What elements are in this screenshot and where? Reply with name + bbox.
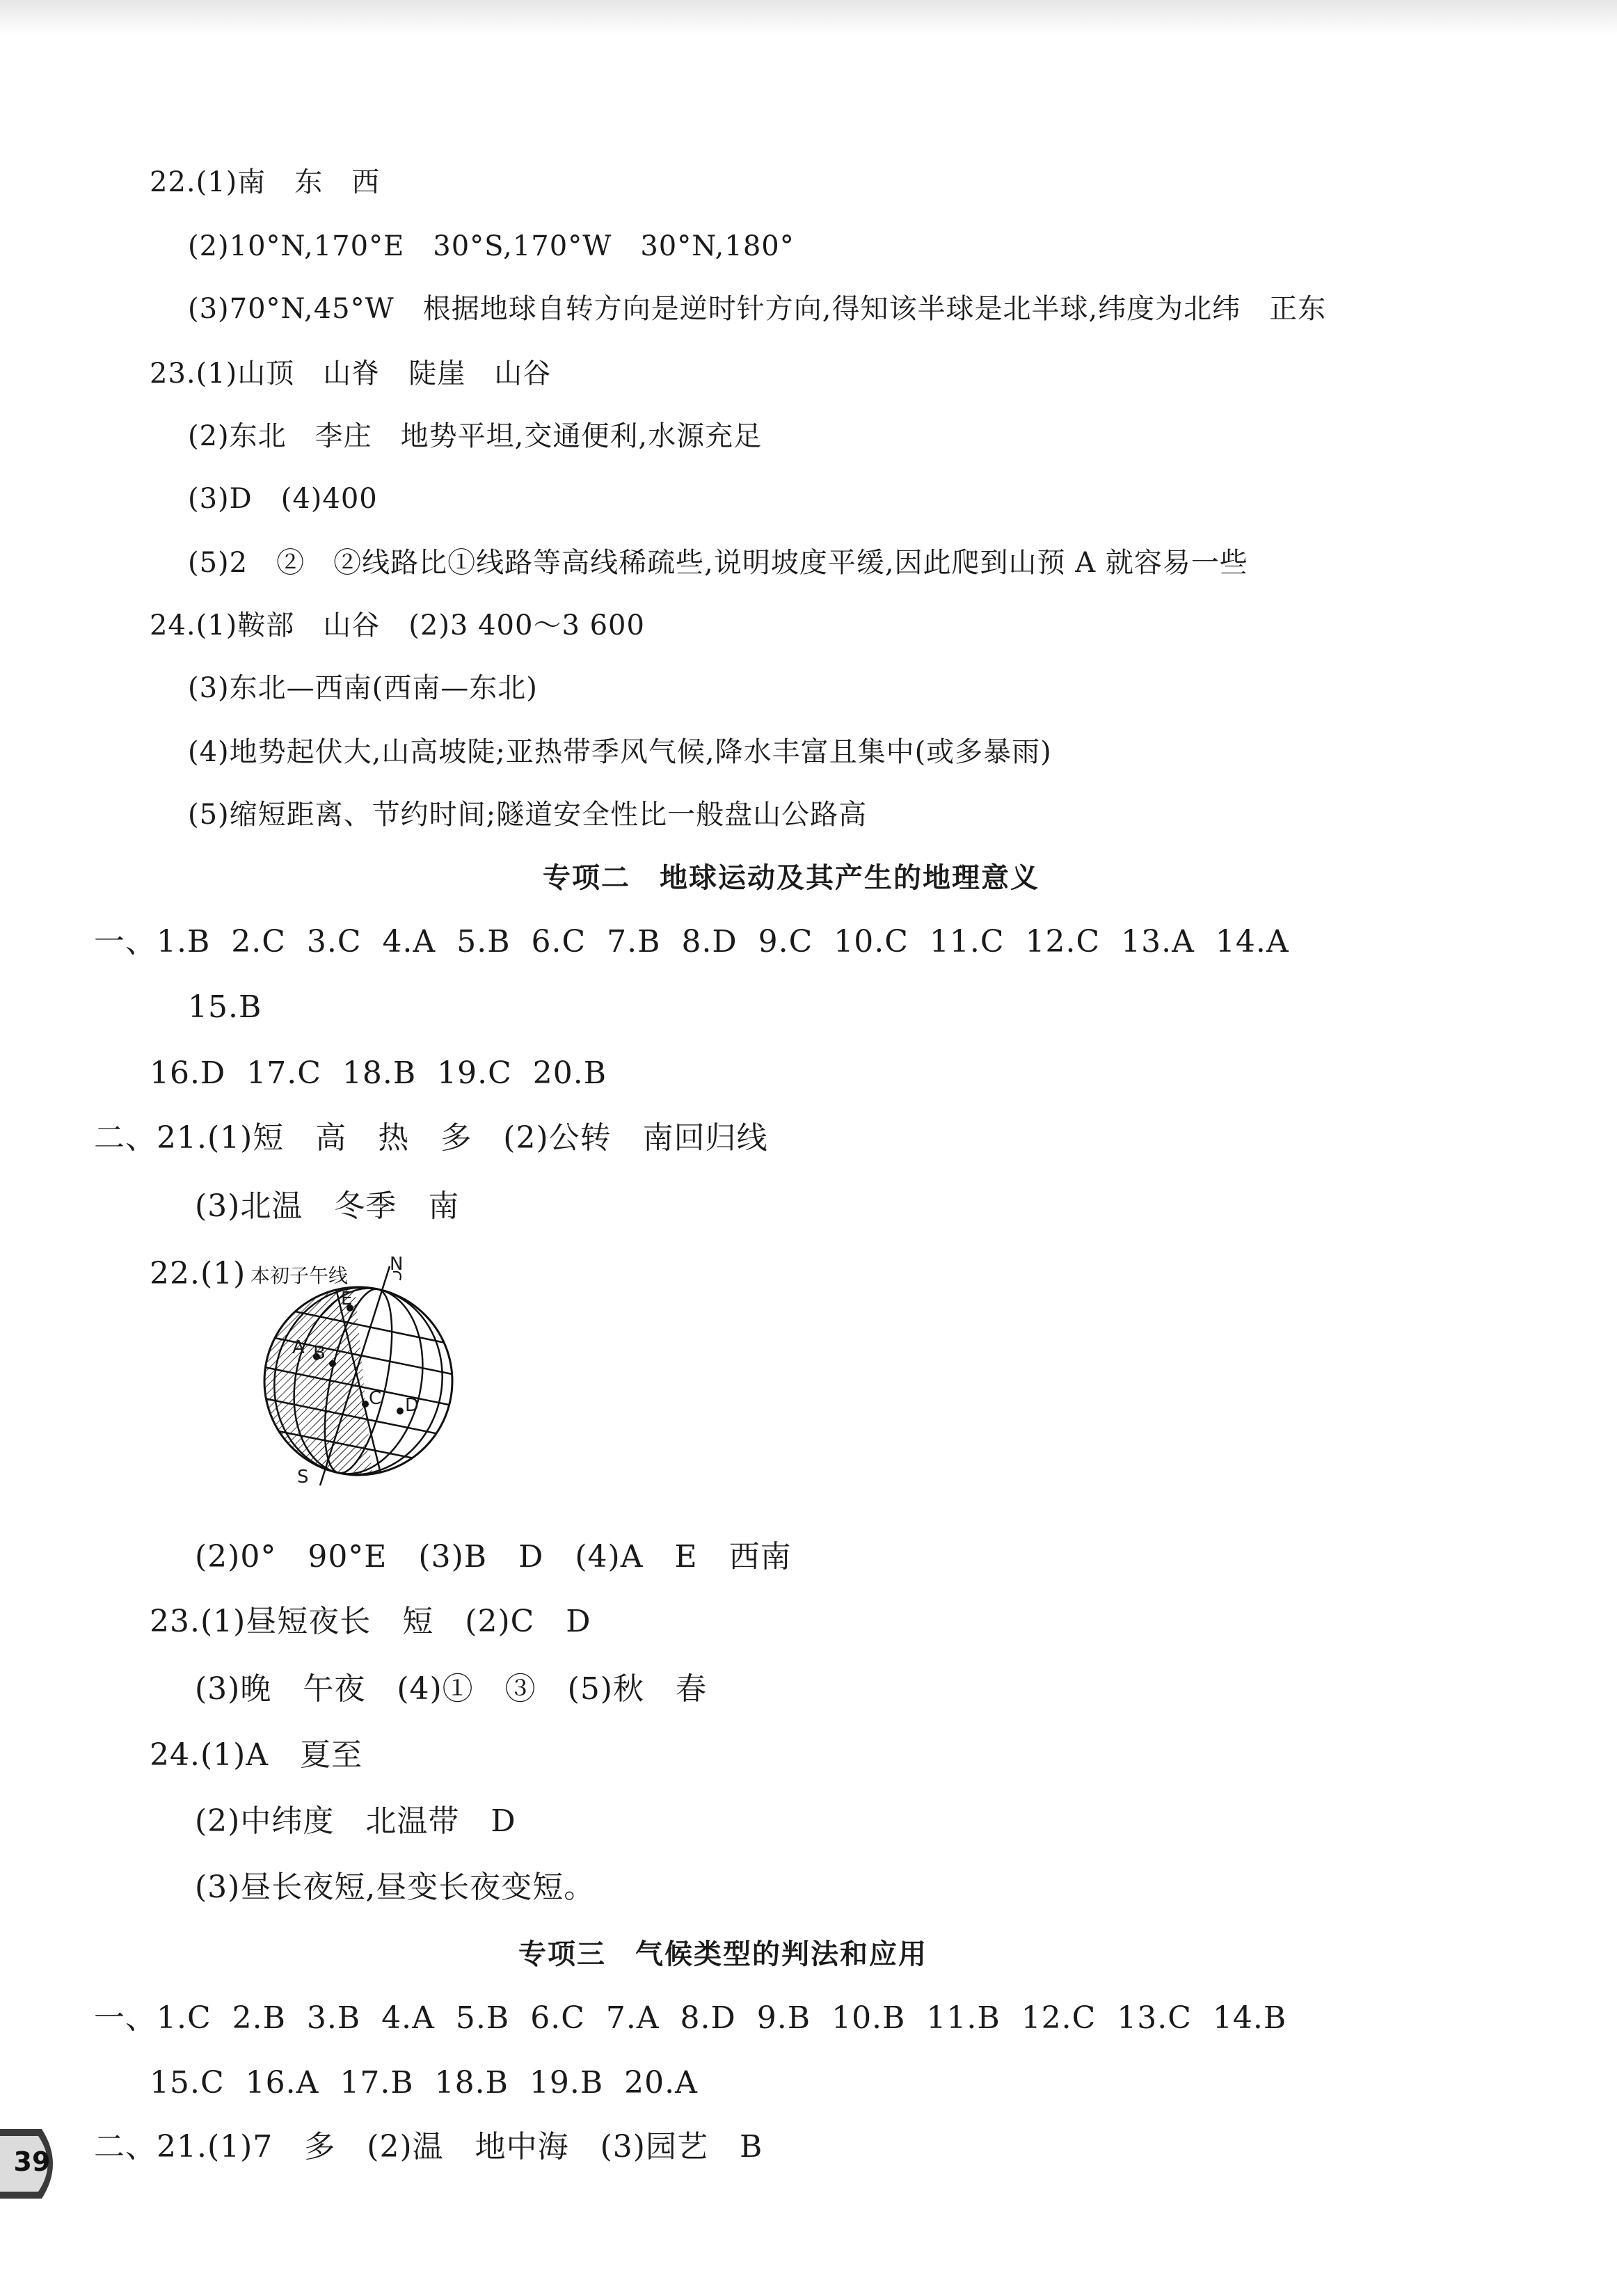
answer-line: 一、1.B 2.C 3.C 4.A 5.B 6.C 7.B 8.D 9.C 10.C 11.C 12.C 13.A 14.A <box>94 924 1289 959</box>
label-d: D <box>405 1395 420 1416</box>
answer-line: 16.D 17.C 18.B 19.C 20.B <box>150 1055 607 1091</box>
prime-meridian-caption: 本初子午线 <box>250 1264 349 1287</box>
answer-line: 15.C 16.A 17.B 18.B 19.B 20.A <box>150 2065 698 2100</box>
label-n: N <box>390 1254 404 1275</box>
answer-line: 15.B <box>188 989 262 1025</box>
label-b: B <box>313 1343 326 1364</box>
answer-line: 22.(1) <box>150 1256 246 1291</box>
answer-line: (2)东北 李庄 地势平坦,交通便利,水源充足 <box>188 420 763 452</box>
answer-line: 24.(1)鞍部 山谷 (2)3 400～3 600 <box>150 609 645 641</box>
answer-line: (3)北温 冬季 南 <box>195 1188 460 1224</box>
answer-line: 24.(1)A 夏至 <box>150 1737 363 1773</box>
label-c: C <box>369 1388 382 1409</box>
answer-line: (3)东北—西南(西南—东北) <box>188 672 538 704</box>
page-number-badge <box>0 2126 64 2202</box>
section-heading: 专项二 地球运动及其产生的地理意义 <box>543 862 1040 894</box>
answer-line: (5)2 ② ②线路比①线路等高线稀疏些,说明坡度平缓,因此爬到山预 A 就容易一些 <box>188 547 1248 579</box>
answer-line: (2)0° 90°E (3)B D (4)A E 西南 <box>195 1539 792 1574</box>
answer-line: (3)昼长夜短,昼变长夜变短。 <box>195 1870 596 1905</box>
scan-shadow <box>0 0 1617 35</box>
section-heading: 专项三 气候类型的判法和应用 <box>518 1938 927 1970</box>
answer-line: 二、21.(1)7 多 (2)温 地中海 (3)园艺 B <box>94 2129 763 2165</box>
answer-line: (5)缩短距离、节约时间;隧道安全性比一般盘山公路高 <box>188 799 868 831</box>
answer-line: 23.(1)昼短夜长 短 (2)C D <box>150 1604 591 1639</box>
answer-line: (4)地势起伏大,山高坡陡;亚热带季风气候,降水丰富且集中(或多暴雨) <box>188 736 1052 768</box>
label-s: S <box>297 1467 309 1488</box>
page-number: 39 <box>13 2146 51 2177</box>
label-e: E <box>341 1289 353 1309</box>
answer-line: 22.(1)南 东 西 <box>150 166 381 198</box>
answer-line: 二、21.(1)短 高 热 多 (2)公转 南回归线 <box>94 1120 768 1156</box>
answer-line: 23.(1)山顶 山脊 陡崖 山谷 <box>150 358 552 390</box>
answer-line: (3)70°N,45°W 根据地球自转方向是逆时针方向,得知该半球是北半球,纬度为北纬 正东 <box>188 293 1327 325</box>
answer-line: (3)D (4)400 <box>188 483 378 515</box>
answer-line: 一、1.C 2.B 3.B 4.A 5.B 6.C 7.A 8.D 9.B 10.B 11.B 12.C 13.C 14.B <box>94 2000 1287 2036</box>
answer-line: (2)中纬度 北温带 D <box>195 1803 516 1839</box>
answer-line: (2)10°N,170°E 30°S,170°W 30°N,180° <box>188 230 795 262</box>
answer-line: (3)晚 午夜 (4)① ③ (5)秋 春 <box>195 1671 707 1707</box>
label-a: A <box>292 1337 305 1358</box>
